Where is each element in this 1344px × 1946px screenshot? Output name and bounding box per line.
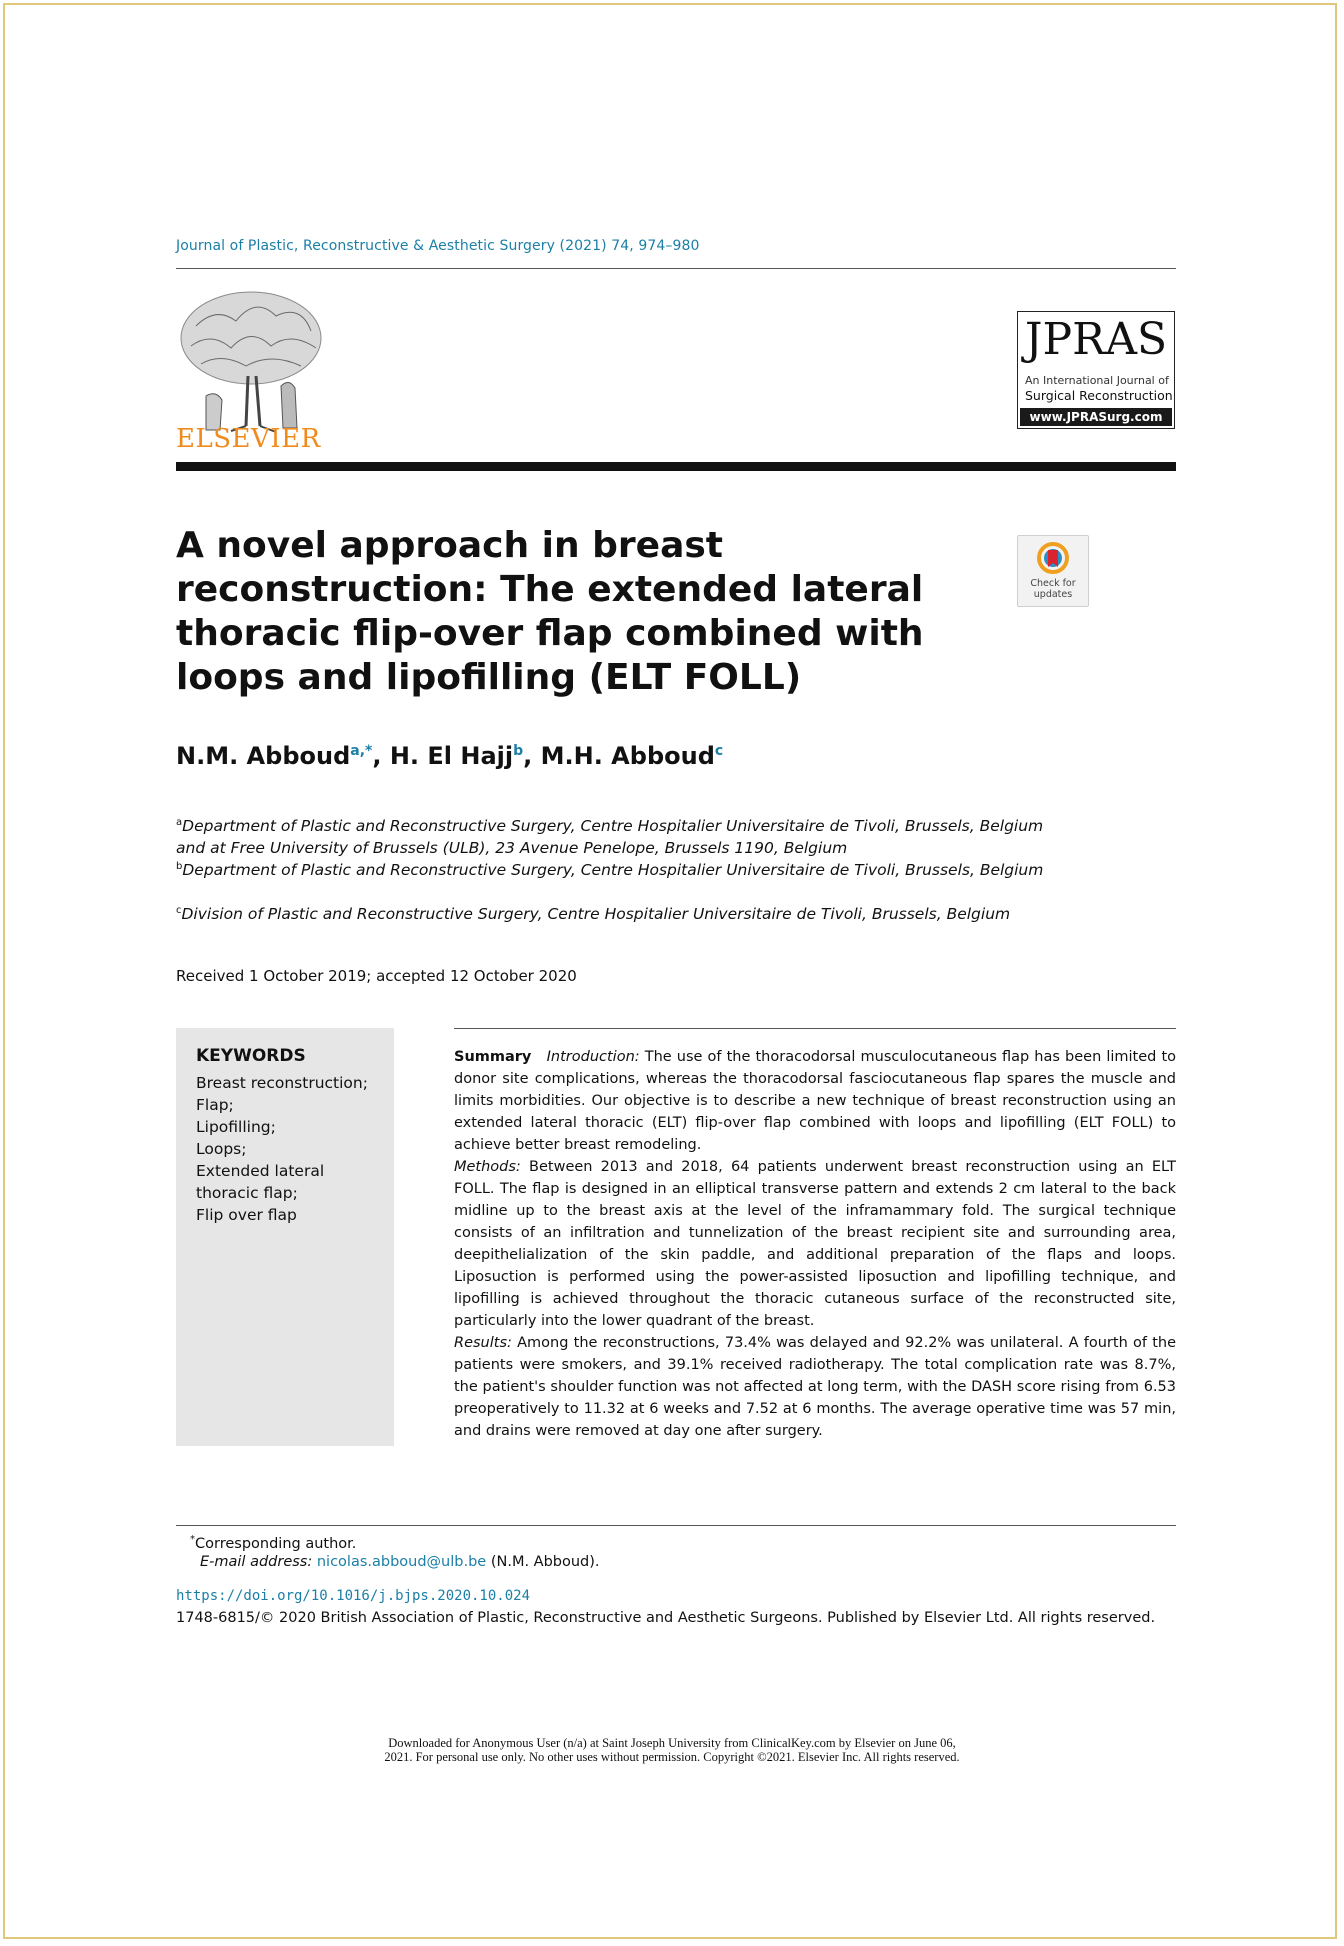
email-owner: (N.M. Abboud). [490,1554,600,1570]
affiliation-b [176,856,1056,881]
download-notice [300,1736,1044,1764]
email-link[interactable]: nicolas.abboud@ulb.be [316,1554,487,1570]
check-for-updates-button[interactable] [1017,535,1089,607]
affiliation-text: Department of Plastic and Reconstructive Surgery, Centre Hospitalier Universitaire de Tivoli, Brussels, Belgium [182,861,1044,880]
corresponding-author-note [190,1534,356,1552]
author-affiliation-mark[interactable]: b [513,743,524,759]
jpras-title: JPRAS [1024,314,1168,365]
author-list [176,742,723,770]
author-separator: , [372,742,390,770]
affiliation-mark: b [176,861,183,872]
download-notice-line: 2021. For personal use only. No other uses without permission. Copyright ©2021. Elsevier Inc. All rights reserved. [384,1750,960,1764]
affiliation-a [176,812,1056,859]
check-for-updates-label: Check for updates [1030,578,1076,600]
masthead-divider [176,462,1176,471]
affiliation-text: Department of Plastic and Reconstructive Surgery, Centre Hospitalier Universitaire de Tivoli, Brussels, Belgium and at Free University of Brussels (ULB), 23 Avenue Penelope, Brussels 1190, Belgium [176,817,1044,858]
author-separator: , [523,742,541,770]
footnote-mark: * [190,1534,195,1545]
affiliation-text: Division of Plastic and Reconstructive Surgery, Centre Hospitalier Universitaire de Tivoli, Brussels, Belgium [181,905,1011,924]
bookmark-icon [1037,542,1069,576]
summary-results [454,1332,1176,1442]
jpras-subtitle-2: Surgical Reconstruction [1025,388,1173,403]
author-affiliation-mark[interactable]: c [714,743,724,759]
keyword-item: Lipofilling; [196,1118,276,1136]
introduction-label: Introduction: [546,1049,640,1065]
keyword-item: Flip over flap [196,1206,297,1224]
author-name[interactable]: N.M. Abboud [176,742,351,770]
email-label: E-mail address: [200,1554,313,1570]
abstract-summary [454,1046,1176,1442]
author-name[interactable]: M.H. Abboud [540,742,715,770]
footnote-divider [176,1525,1176,1526]
header-divider [176,268,1176,269]
email-note [200,1554,600,1570]
doi-link[interactable]: https://doi.org/10.1016/j.bjps.2020.10.024 [176,1588,531,1604]
jpras-subtitle: An International Journal of [1025,374,1169,387]
keyword-item: Breast reconstruction; [196,1074,368,1092]
article-title: A novel approach in breast reconstruction: The extended lateral thoracic flip-over flap combined with loops and lipofilling (ELT FOLL) [176,525,924,698]
keywords-heading: KEYWORDS [196,1046,306,1066]
methods-label: Methods: [454,1159,521,1175]
results-label: Results: [454,1335,512,1351]
summary-introduction [454,1046,1176,1156]
affiliation-mark: c [176,905,182,916]
author-affiliation-mark[interactable]: a,* [350,743,373,759]
keywords-panel [176,1028,394,1446]
affiliation-mark: a [176,817,183,828]
methods-text: Between 2013 and 2018, 64 patients underwent breast reconstruction using an ELT FOLL. The flap is designed in an elliptical transverse pattern and extends 2 cm lateral to the back midline up to the breast axis at the level of the inframammary fold. The surgical technique consists of an infiltration and tunnelization of the breast recipient site and surrounding area, deepithelialization of the skin paddle, and additional preparation of the flaps and loops. Liposuction is performed using the power-assisted liposuction and lipofilling technique, and lipofilling is achieved throughout the thoracic cutaneous surface of the reconstructed site, particularly into the lower quadrant of the breast. [454,1159,1176,1329]
jpras-website[interactable]: www.JPRASurg.com [1020,408,1172,426]
keywords-list [196,1072,386,1226]
author-name[interactable]: H. El Hajj [389,742,514,770]
introduction-text: The use of the thoracodorsal musculocutaneous flap has been limited to donor site complications, whereas the thoracodorsal fasciocutaneous flap spares the muscle and limits morbidities. Our objective is to describe a new technique of breast reconstruction using an extended lateral thoracic (ELT) flip-over flap combined with loops and lipofilling (ELT FOLL) to achieve better breast remodeling. [454,1049,1177,1153]
corresponding-author-text: Corresponding author. [195,1535,357,1552]
copyright-notice: 1748-6815/© 2020 British Association of Plastic, Reconstructive and Aesthetic Surgeons. Published by Elsevier Ltd. All rights reserved. [176,1610,1156,1626]
keyword-item: Extended lateral thoracic flap; [196,1162,325,1202]
summary-lead: Summary [454,1049,532,1065]
jpras-logo [1017,311,1175,429]
keyword-item: Flap; [196,1096,234,1114]
keyword-item: Loops; [196,1140,247,1158]
elsevier-wordmark: ELSEVIER [176,424,321,454]
journal-reference[interactable]: Journal of Plastic, Reconstructive & Aesthetic Surgery (2021) 74, 974–980 [176,238,700,254]
received-dates: Received 1 October 2019; accepted 12 October 2020 [176,967,577,985]
summary-divider [454,1028,1176,1029]
summary-methods [454,1156,1176,1332]
affiliation-c [176,900,1056,925]
download-notice-line: Downloaded for Anonymous User (n/a) at Saint Joseph University from ClinicalKey.com by Elsevier on June 06, [388,1736,956,1750]
results-text: Among the reconstructions, 73.4% was delayed and 92.2% was unilateral. A fourth of the patients were smokers, and 39.1% received radiotherapy. The total complication rate was 8.7%, the patient's shoulder function was not affected at long term, with the DASH score rising from 6.53 preoperatively to 11.32 at 6 weeks and 7.52 at 6 months. The average operative time was 57 min, and drains were removed at day one after surgery. [454,1335,1177,1439]
